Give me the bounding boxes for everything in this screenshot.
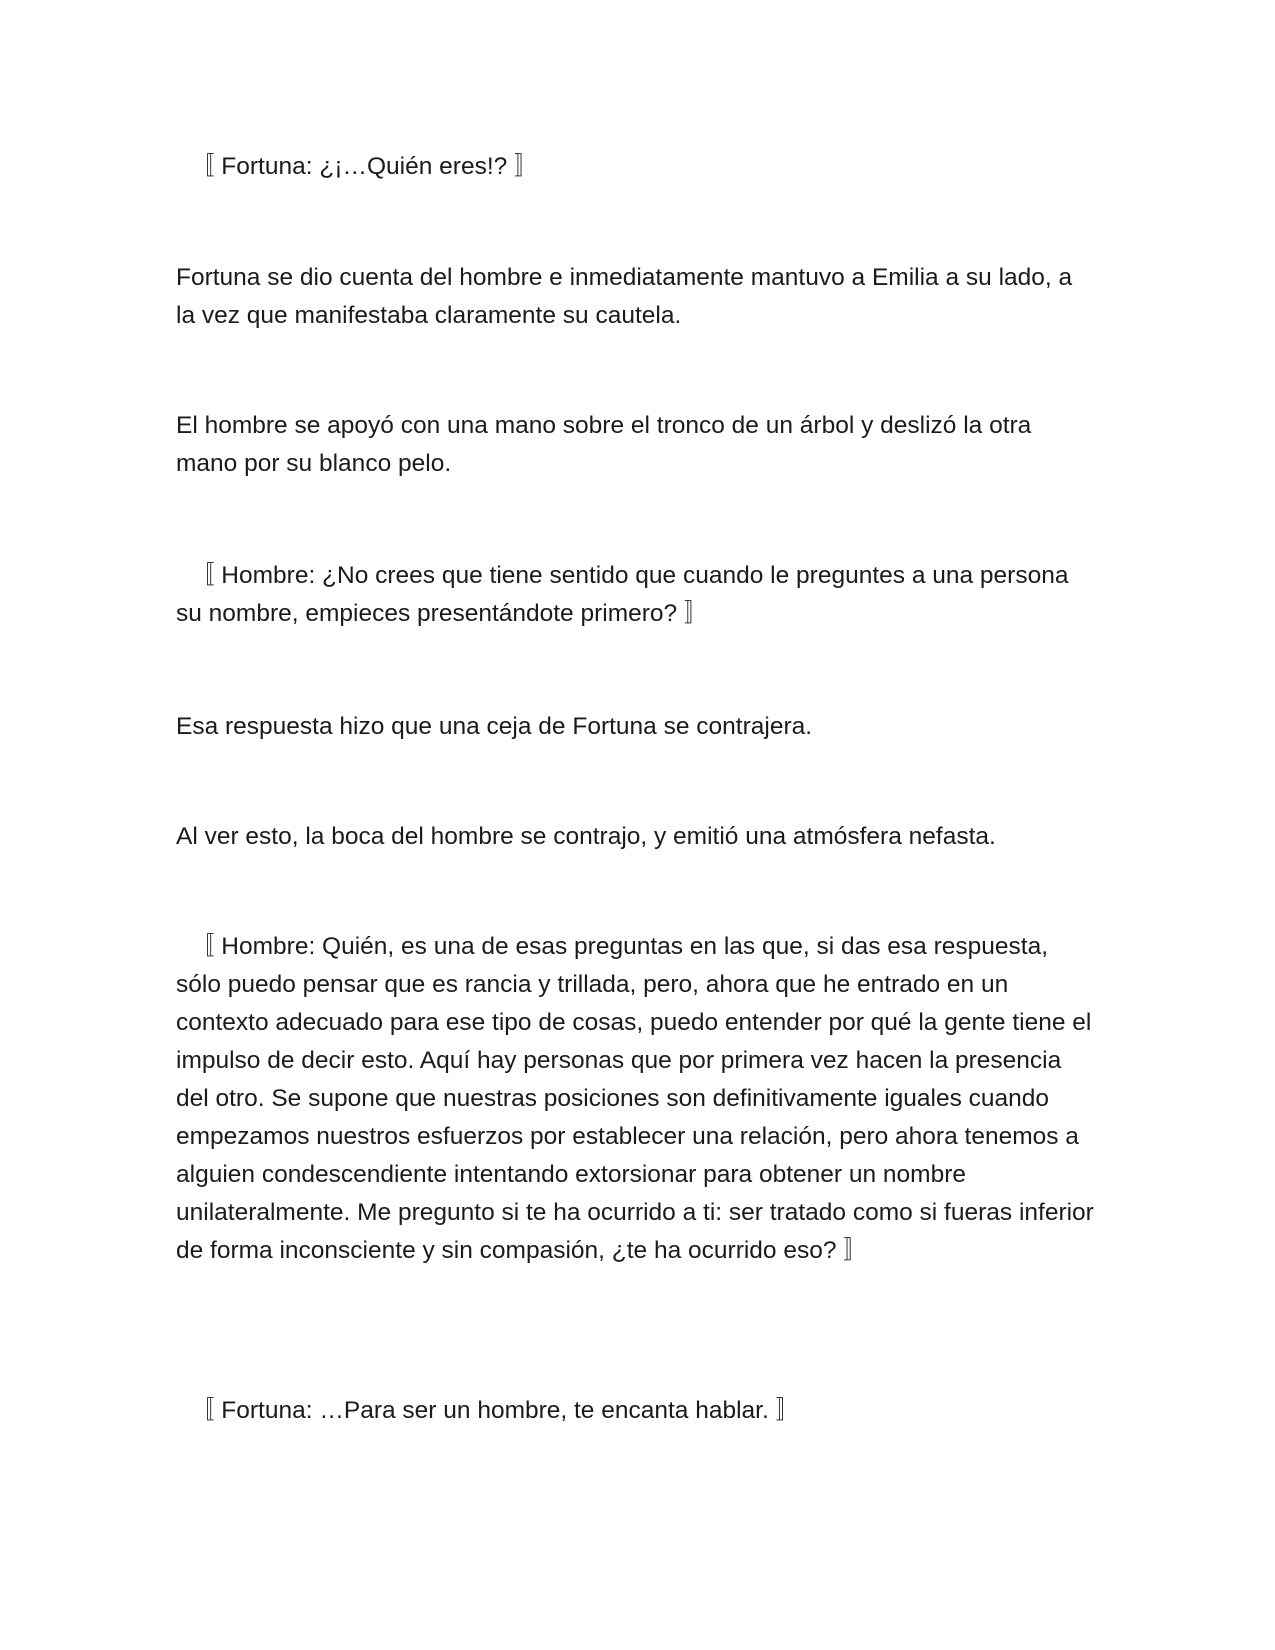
narration-paragraph: Fortuna se dio cuenta del hombre e inmediatamente mantuvo a Emilia a su lado, a la vez que manifestaba claramente su cautela. [176, 264, 1073, 329]
narration-paragraph: Al ver esto, la boca del hombre se contrajo, y emitió una atmósfera nefasta. [176, 823, 996, 850]
dialogue-hombre-reply: 〚 Hombre: ¿No crees que tiene sentido que cuando le preguntes a una persona su nombre, empieces presentándote primero? 〛 [176, 562, 1069, 627]
narration-paragraph: El hombre se apoyó con una mano sobre el tronco de un árbol y deslizó la otra mano por su blanco pelo. [176, 412, 1032, 477]
dialogue-fortuna-remark: 〚 Fortuna: …Para ser un hombre, te encanta hablar. 〛 [190, 1397, 801, 1424]
narration-paragraph: Esa respuesta hizo que una ceja de Fortuna se contrajera. [176, 713, 813, 740]
dialogue-fortuna-question: 〚 Fortuna: ¿¡…Quién eres!? 〛 [190, 153, 539, 180]
dialogue-hombre-speech: 〚 Hombre: Quién, es una de esas preguntas en las que, si das esa respuesta, sólo puedo pensar que es rancia y trillada, pero, ahora que he entrado en un contexto adecuado para ese tipo de cosas, puedo entender por qué la gente tiene el impulso de decir esto. Aquí hay personas que por primera vez hacen la presencia del otro. Se supone que nuestras posiciones son definitivamente iguales cuando empezamos nuestros esfuerzos por establecer una relación, pero ahora tenemos a alguien condescendiente intentando extorsionar para obtener un nombre unilateralmente. Me pregunto si te ha ocurrido a ti: ser tratado como si fueras inferior de forma inconsciente y sin compasión, ¿te ha ocurrido eso? 〛 [176, 933, 1094, 1264]
